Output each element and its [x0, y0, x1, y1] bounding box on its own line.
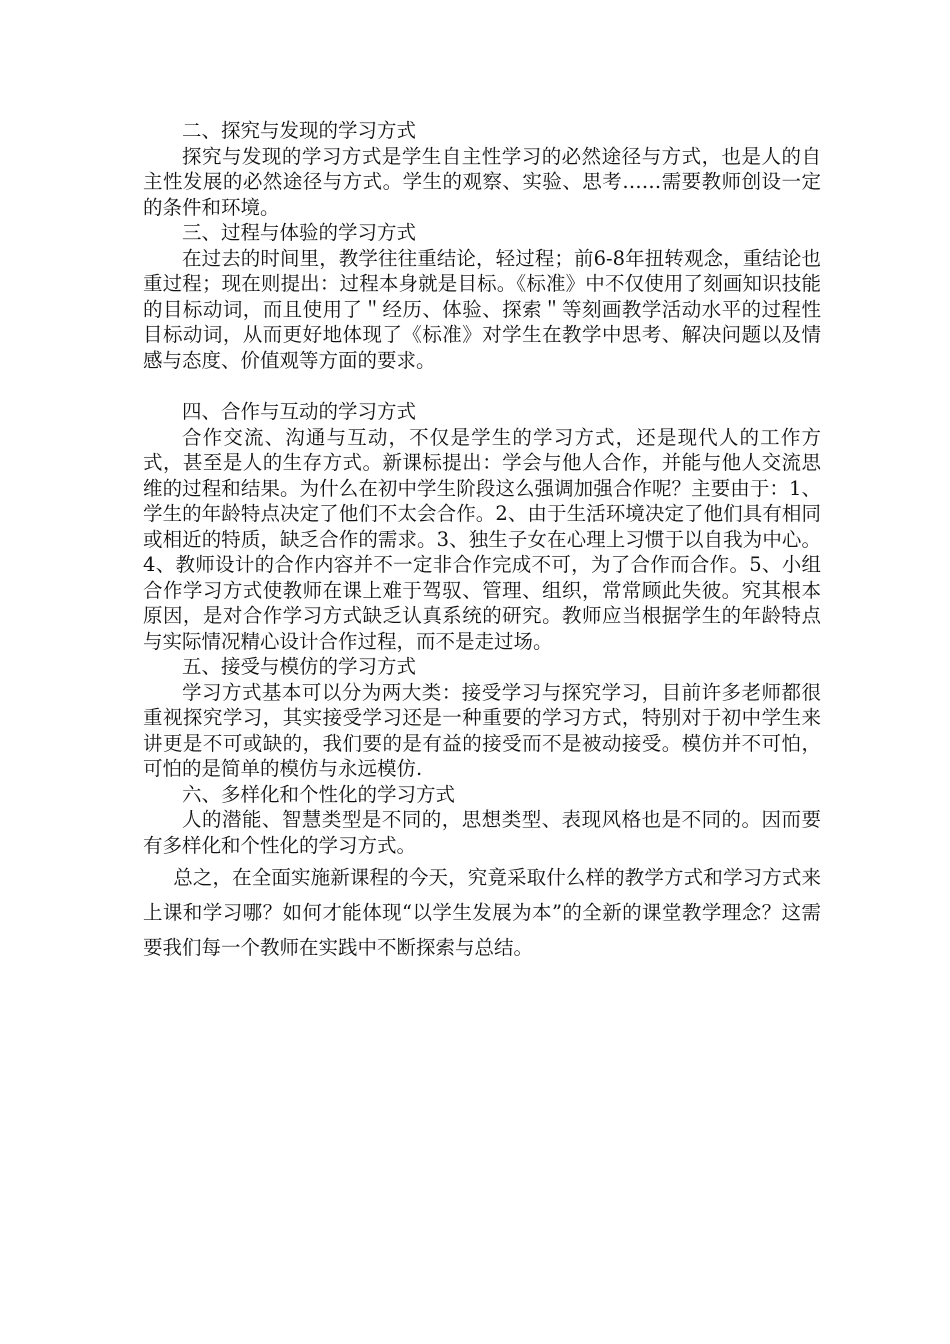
heading-exploration: 二、探究与发现的学习方式	[182, 119, 417, 142]
paragraph-cooperation: 合作交流、沟通与互动，不仅是学生的学习方式，还是现代人的工作方式，甚至是人的生存方式。新课标提出：学会与他人合作，并能与他人交流思维的过程和结果。为什么在初中学生阶段这么强调加强合作呢？主要由于：1、学生的年龄特点决定了他们不太会合作。2、由于生活环境决定了他们具有相同或相近的特质，缺乏合作的需求。3、独生子女在心理上习惯于以自我为中心。4、教师设计的合作内容并不一定非合作完成不可，为了合作而合作。5、小组合作学习方式使教师在课上难于驾驭、管理、组织，常常顾此失彼。究其根本原因，是对合作学习方式缺乏认真系统的研究。教师应当根据学生的年龄特点与实际情况精心设计合作过程，而不是走过场。	[143, 425, 821, 653]
document-page	[143, 118, 821, 965]
paragraph-spacer	[143, 373, 821, 399]
heading-cooperation: 四、合作与互动的学习方式	[182, 400, 417, 423]
heading-acceptance: 五、接受与模仿的学习方式	[182, 655, 417, 678]
paragraph-process: 在过去的时间里，教学往往重结论，轻过程；前6-8年扭转观念，重结论也重过程；现在则提出：过程本身就是目标。《标准》中不仅使用了刻画知识技能的目标动词，而且使用了＂经历、体验、探索＂等刻画教学活动水平的过程性目标动词，从而更好地体现了《标准》对学生在教学中思考、解决问题以及情感与态度、价值观等方面的要求。	[143, 246, 821, 372]
paragraph-exploration: 探究与发现的学习方式是学生自主性学习的必然途径与方式，也是人的自主性发展的必然途径与方式。学生的观察、实验、思考……需要教师创设一定的条件和环境。	[143, 144, 821, 219]
heading-diversity: 六、多样化和个性化的学习方式	[182, 782, 456, 806]
paragraph-acceptance: 学习方式基本可以分为两大类：接受学习与探究学习，目前许多老师都很重视探究学习，其实接受学习还是一种重要的学习方式，特别对于初中学生来讲更是不可或缺的，我们要的是有益的接受而不是被动接受。模仿并不可怕，可怕的是简单的模仿与永远模仿.	[143, 680, 821, 780]
paragraph-diversity: 人的潜能、智慧类型是不同的，思想类型、表现风格也是不同的。因而要有多样化和个性化的学习方式。	[143, 808, 821, 857]
paragraph-summary: 总之，在全面实施新课程的今天，究竟采取什么样的教学方式和学习方式来上课和学习哪？如何才能体现“以学生发展为本”的全新的课堂教学理念？这需要我们每一个教师在实践中不断探索与总结。	[143, 866, 821, 959]
heading-process: 三、过程与体验的学习方式	[182, 221, 417, 244]
